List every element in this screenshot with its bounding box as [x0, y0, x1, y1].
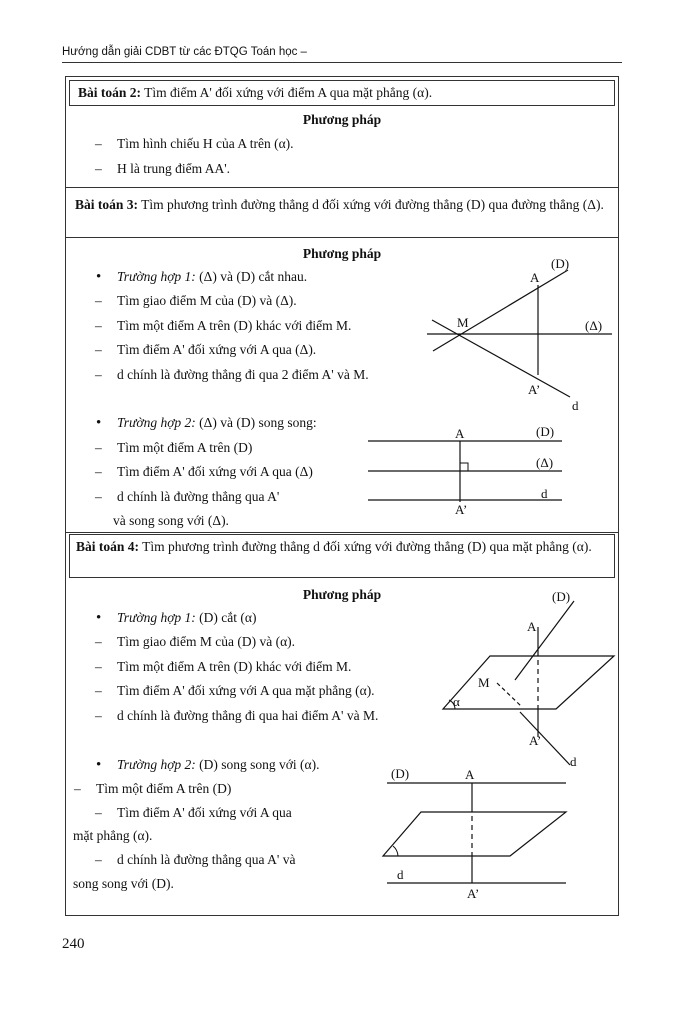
problem4-label: Bài toán 4:: [76, 539, 140, 554]
fig-label-d: d: [570, 754, 577, 769]
fig-label-M: M: [478, 675, 490, 690]
problem2-step: – H là trung điểm AA'.: [117, 160, 230, 178]
fig-label-A-prime: A’: [529, 733, 542, 748]
fig-label-A: A: [455, 426, 465, 441]
problem3-case1-title: • Trường hợp 1: (Δ) và (D) cắt nhau.: [117, 268, 307, 286]
problem4-case2-step: – Tìm điểm A' đối xứng với A qua: [117, 804, 292, 822]
problem4-text: Tìm phương trình đường thẳng d đối xứng với đường thẳng (D) qua mặt phẳng (α).: [142, 539, 592, 554]
problem4-case2-step-cont: mặt phẳng (α).: [73, 828, 153, 843]
problem3-case1-step: – Tìm giao điểm M của (D) và (Δ).: [117, 292, 297, 310]
problem3-case1-step: – Tìm điểm A' đối xứng với A qua (Δ).: [117, 341, 316, 359]
page-number: 240: [62, 936, 85, 952]
problem4-case2-step: – Tìm một điểm A trên (D): [96, 780, 231, 798]
problem4-method-title: Phương pháp: [302, 587, 382, 602]
problem2-text: Tìm điểm A' đối xứng với điểm A qua mặt phẳng (α).: [144, 85, 433, 100]
fig-label-delta: (Δ): [536, 455, 554, 470]
problem4-case1-title: • Trường hợp 1: (D) cắt (α): [117, 609, 256, 627]
problem3-case2-step-cont: và song song với (Δ).: [113, 513, 229, 528]
fig-label-D: (D): [551, 256, 570, 271]
problem4-case2-step-cont: song song với (D).: [73, 876, 174, 891]
problem4-case1-step: – Tìm một điểm A trên (D) khác với điểm M.: [117, 658, 351, 676]
problem3-method-title: Phương pháp: [302, 246, 382, 261]
problem3-text: Tìm phương trình đường thẳng d đối xứng với đường thẳng (D) qua đường thẳng (Δ).: [141, 197, 604, 212]
problem3-case2-title: • Trường hợp 2: (Δ) và (D) song song:: [117, 414, 317, 432]
problem3-label: Bài toán 3:: [75, 197, 139, 212]
problem2-step: – Tìm hình chiếu H của A trên (α).: [117, 135, 294, 153]
fig-label-D: (D): [536, 424, 555, 439]
fig-label-M: M: [457, 315, 469, 330]
problem4-case2-title: • Trường hợp 2: (D) song song với (α).: [117, 756, 320, 774]
fig-label-alpha: α: [453, 694, 460, 709]
fig-label-A: A: [527, 619, 537, 634]
fig-label-D: (D): [391, 766, 410, 781]
running-header: Hướng dẫn giải CDBT từ các ĐTQG Toán học –: [62, 46, 622, 63]
problem4-case2-step: – d chính là đường thẳng qua A' và: [117, 851, 295, 869]
problem3-case1-step: – Tìm một điểm A trên (D) khác với điểm M.: [117, 317, 351, 335]
fig-label-D: (D): [552, 589, 571, 604]
problem2-label: Bài toán 2:: [78, 85, 142, 100]
fig-label-A: A: [465, 767, 475, 782]
fig-label-A-prime: A’: [455, 502, 468, 517]
problem3-case2-step: – d chính là đường thẳng qua A': [117, 488, 279, 506]
problem3-case2-step: – Tìm một điểm A trên (D): [117, 439, 252, 457]
problem4-case1-step: – d chính là đường thẳng đi qua hai điểm A' và M.: [117, 707, 378, 725]
fig-label-d: d: [541, 486, 548, 501]
problem4-case1-step: – Tìm điểm A' đối xứng với A qua mặt phẳng (α).: [117, 682, 375, 700]
fig-label-A-prime: A’: [528, 382, 541, 397]
problem3-case2-step: – Tìm điểm A' đối xứng với A qua (Δ): [117, 463, 313, 481]
fig-label-d: d: [572, 398, 579, 413]
fig-label-d: d: [397, 867, 404, 882]
problem2-method-title: Phương pháp: [302, 112, 382, 127]
fig-label-A-prime: A’: [467, 886, 480, 901]
problem4-case1-step: – Tìm giao điểm M của (D) và (α).: [117, 633, 295, 651]
fig-label-delta: (Δ): [585, 318, 603, 333]
fig-label-A: A: [530, 270, 540, 285]
problem3-case1-step: – d chính là đường thẳng đi qua 2 điểm A' và M.: [117, 366, 369, 384]
